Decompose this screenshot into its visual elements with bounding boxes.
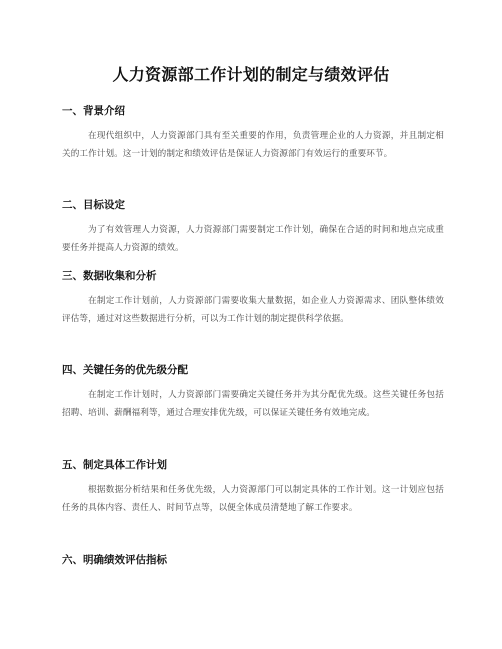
section-goals: [62, 198, 444, 257]
section-work-plan: [62, 458, 444, 517]
section-paragraph: 根据数据分析结果和任务优先级，人力资源部门可以制定具体的工作计划。这一计划应包括任务的具体内容、责任人、时间节点等，以便全体成员清楚地了解工作要求。: [62, 485, 444, 513]
page-title: 人力资源部工作计划的制定与绩效评估: [112, 65, 390, 84]
section-heading: 三、数据收集和分析: [62, 270, 157, 282]
section-heading: 四、关键任务的优先级分配: [62, 364, 188, 376]
section-heading: 六、明确绩效评估指标: [62, 554, 167, 566]
section-background: [62, 104, 444, 163]
section-paragraph: 在制定工作计划时，人力资源部门需要确定关键任务并为其分配优先级。这些关键任务包括招聘、培训、薪酬福利等，通过合理安排优先级，可以保证关键任务有效地完成。: [62, 390, 444, 418]
section-heading: 五、制定具体工作计划: [62, 459, 167, 471]
section-paragraph: 在现代组织中，人力资源部门具有至关重要的作用，负责管理企业的人力资源，并且制定相关的工作计划。这一计划的制定和绩效评估是保证人力资源部门有效运行的重要环节。: [62, 131, 444, 159]
section-priorities: [62, 363, 444, 422]
section-kpi: [62, 553, 444, 567]
section-paragraph: 在制定工作计划前，人力资源部门需要收集大量数据，如企业人力资源需求、团队整体绩效评估等，通过对这些数据进行分析，可以为工作计划的制定提供科学依据。: [62, 296, 444, 324]
section-data-analysis: [62, 269, 444, 328]
section-heading: 二、目标设定: [62, 199, 125, 211]
section-heading: 一、背景介绍: [62, 105, 125, 117]
section-paragraph: 为了有效管理人力资源，人力资源部门需要制定工作计划，确保在合适的时间和地点完成重要任务并提高人力资源的绩效。: [62, 225, 444, 253]
